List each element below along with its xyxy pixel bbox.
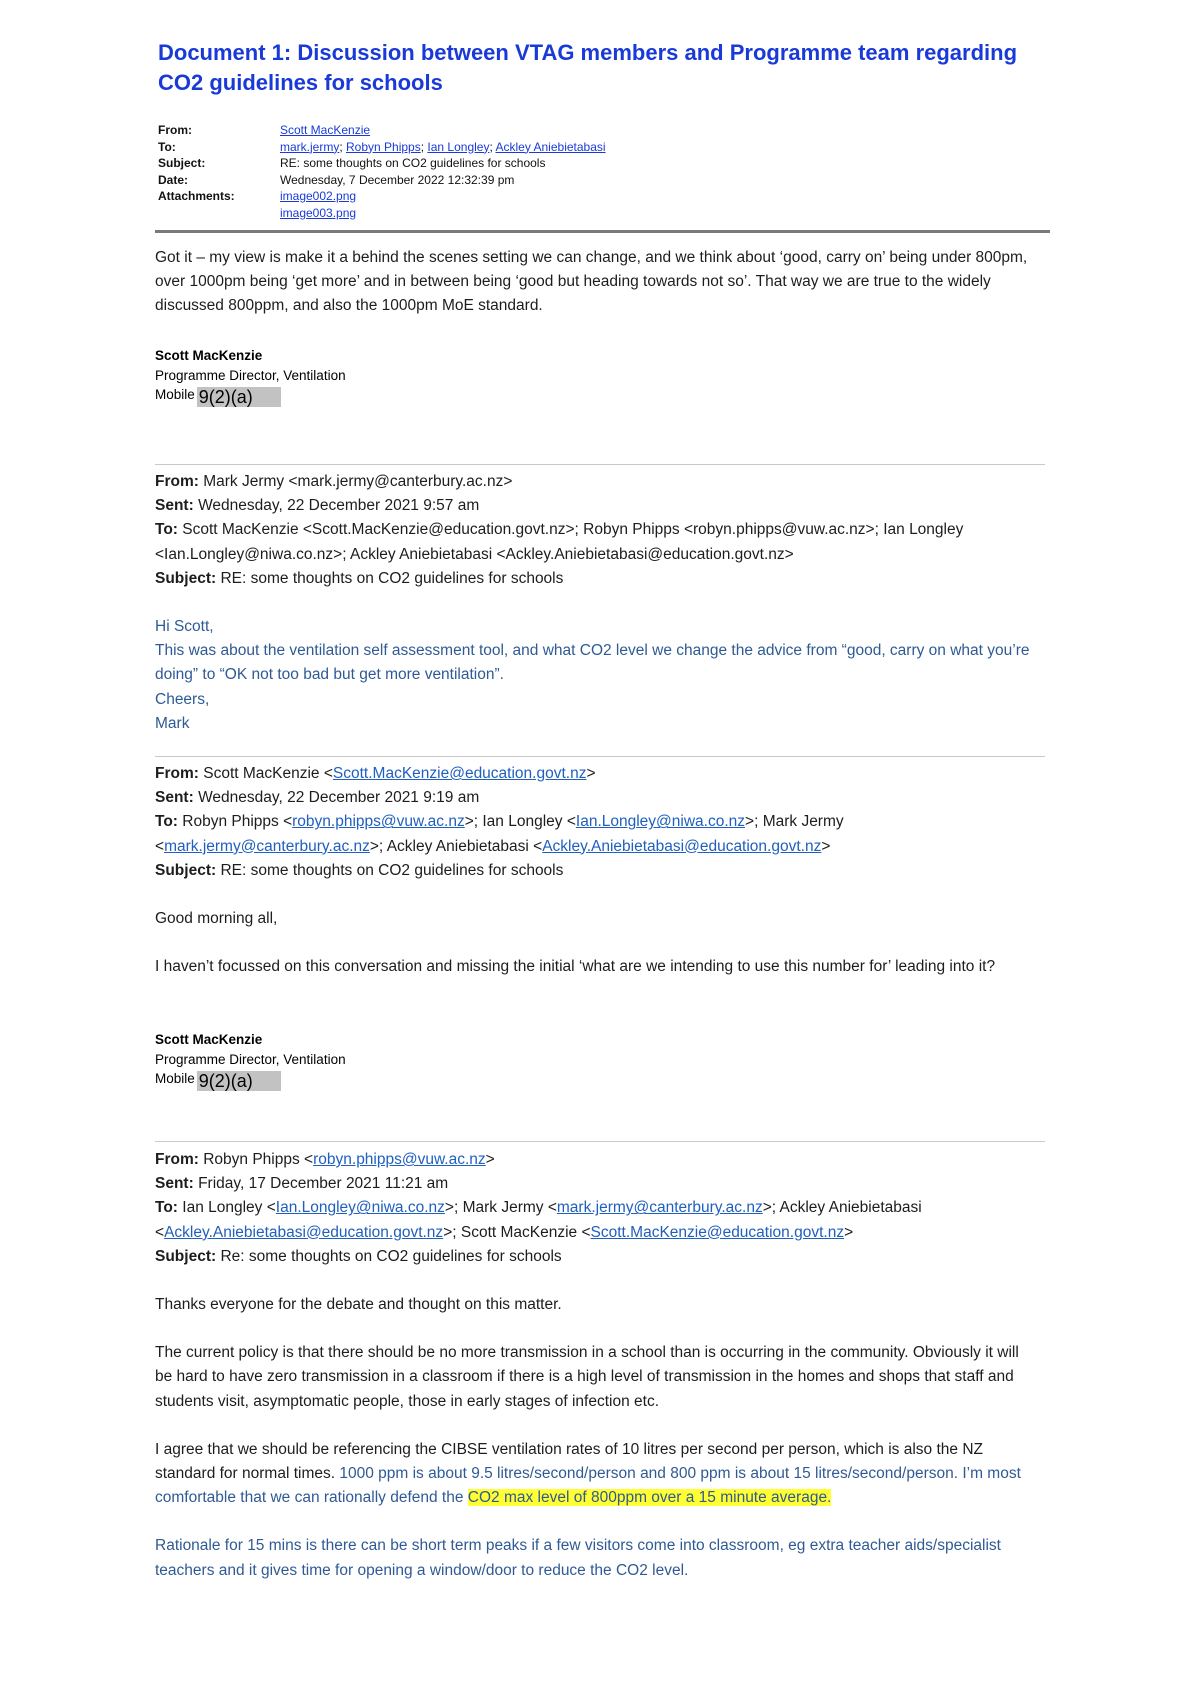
attachments-label: Attachments: (158, 189, 235, 203)
subject-value: RE: some thoughts on CO2 guidelines for schools (280, 156, 546, 170)
to-label: To: (158, 139, 176, 154)
email-link[interactable]: Scott.MacKenzie@education.govt.nz (332, 765, 587, 782)
recipient-link[interactable]: Ian Longley (427, 139, 490, 154)
message-3-signature (155, 1030, 346, 1091)
redaction-box: 9(2)(a) (197, 1071, 281, 1091)
email-link[interactable]: robyn.phipps@vuw.ac.nz (292, 813, 465, 831)
sent-value: Wednesday, 22 December 2021 9:57 am (198, 497, 480, 515)
sent-value: Wednesday, 22 December 2021 9:19 am (198, 789, 480, 807)
subject-value: RE: some thoughts on CO2 guidelines for schools (220, 861, 564, 879)
attachment-link[interactable]: image002.png (280, 189, 357, 203)
email-link[interactable]: Scott.MacKenzie@education.govt.nz (590, 1223, 845, 1241)
message-separator (155, 464, 1045, 465)
date-label: Date: (158, 172, 189, 187)
subject-label: Subject: (158, 156, 206, 170)
signature-name: Scott MacKenzie (155, 1032, 263, 1047)
email-link[interactable]: Ian.Longley@niwa.co.nz (275, 1199, 445, 1217)
signature-title: Programme Director, Ventilation (155, 367, 346, 383)
email-print-header (158, 122, 606, 221)
email-link[interactable]: Ackley.Aniebietabasi@education.govt.nz (542, 837, 822, 855)
message-4: From: Robyn Phipps <robyn.phipps@vuw.ac.nz> Sent: Friday, 17 December 2021 11:21 am To: Ian Longley <Ian.Longley@niwa.co.nz>; Mark Jermy <mark.jermy@canterbury.ac.nz>; Ackley Aniebietabasi <Ackley.Aniebietabasi@education.govt.nz>; Scott MacKenzie <Scott.MacKenzie@education.govt.nz> Subject: Re: some thoughts on CO2 guidelines for schools Thanks everyone for the debate and thought on this matter. The current policy is that there should be no more transmission in a school than is occurring in the community. Obviously it will be hard to have zero transmission in a classroom if there is a high level of transmission in the homes and shops that staff and students visit, asymptomatic people, those in early stages of infection etc. I agree that we should be referencing the CIBSE ventilation rates of 10 litres per second per person, which is also the NZ standard for normal times. 1000 ppm is about 9.5 litres/second/person and 800 ppm is about 15 litres/second/person. I’m most comfortable that we can rationally defend the CO2 max level of 800ppm over a 15 minute average. Rationale for 15 mins is there can be short term peaks if a few visitors come into classroom, eg extra teacher aids/specialist teachers and it gives time for opening a window/door to reduce the CO2 level. (155, 1148, 1040, 1583)
attachment-link[interactable]: image003.png (280, 205, 357, 220)
document-title: Document 1: Discussion between VTAG members and Programme team regarding CO2 guidelines for schools (158, 40, 1018, 95)
message-3: From: Scott MacKenzie <Scott.MacKenzie@education.govt.nz> Sent: Wednesday, 22 December 2021 9:19 am To: Robyn Phipps <robyn.phipps@vuw.ac.nz>; Ian Longley <Ian.Longley@niwa.co.nz>; Mark Jermy <mark.jermy@canterbury.ac.nz>; Ackley Aniebietabasi <Ackley.Aniebietabasi@education.govt.nz> Subject: RE: some thoughts on CO2 guidelines for schools Good morning all, I haven’t focussed on this conversation and missing the initial ‘what are we intending to use this number for’ leading into it? (155, 762, 1040, 979)
recipient-link[interactable]: Ackley Aniebietabasi (495, 139, 606, 154)
signature-title: Programme Director, Ventilation (155, 1051, 346, 1067)
signature-mobile: Mobile 9(2)(a) (155, 1069, 346, 1091)
from-label: From: (158, 123, 192, 137)
message-2: From: Mark Jermy <mark.jermy@canterbury.ac.nz> Sent: Wednesday, 22 December 2021 9:57 am To: Scott MacKenzie <Scott.MacKenzie@education.govt.nz>; Robyn Phipps <robyn.phipps@vuw.ac.nz>; Ian Longley <Ian.Longley@niwa.co.nz>; Ackley Aniebietabasi <Ackley.Aniebietabasi@education.govt.nz> Subject: RE: some thoughts on CO2 guidelines for schools Hi Scott, This was about the ventilation self assessment tool, and what CO2 level we change the advice from “good, carry on what you’re doing” to “OK not too bad but get more ventilation”. Cheers, Mark (155, 470, 1040, 736)
header-divider (155, 230, 1050, 233)
subject-value: RE: some thoughts on CO2 guidelines for schools (220, 569, 564, 587)
attachments-list (280, 188, 356, 221)
message-3-body: I haven’t focussed on this conversation and missing the initial ‘what are we intending to use this number for’ leading into it? (155, 958, 996, 976)
sent-value: Friday, 17 December 2021 11:21 am (198, 1175, 449, 1193)
from-value: Mark Jermy <mark.jermy@canterbury.ac.nz> (203, 473, 513, 490)
message-separator (155, 1141, 1045, 1142)
message-1-signature (155, 346, 346, 407)
recipient-link[interactable]: mark.jermy (280, 139, 340, 154)
to-recipients: mark.jermy; Robyn Phipps; Ian Longley; Ackley Aniebietabasi (280, 139, 606, 154)
subject-value: Re: some thoughts on CO2 guidelines for schools (220, 1247, 562, 1265)
message-4-para-1: Thanks everyone for the debate and thought on this matter. (155, 1296, 562, 1314)
email-link[interactable]: robyn.phipps@vuw.ac.nz (313, 1151, 486, 1168)
message-3-greeting: Good morning all, (155, 910, 278, 928)
message-4-para-4: Rationale for 15 mins is there can be short term peaks if a few visitors come into classroom, eg extra teacher aids/specialist teachers and it gives time for opening a window/door to reduce the CO2 level. (155, 1537, 1001, 1579)
message-4-para-2: The current policy is that there should be no more transmission in a school than is occurring in the community. Obviously it will be hard to have zero transmission in a classroom if there is a high level of transmission in the homes and shops that staff and students visit, asymptomatic people, those in early stages of infection etc. (155, 1344, 1019, 1410)
message-2-greeting: Hi Scott, (155, 618, 214, 636)
to-value: Scott MacKenzie <Scott.MacKenzie@education.govt.nz>; Robyn Phipps <robyn.phipps@vuw.ac.nz>; Ian Longley <Ian.Longley@niwa.co.nz>; Ackley Aniebietabasi <Ackley.Aniebietabasi@education.govt.nz> (155, 521, 964, 563)
signature-name: Scott MacKenzie (155, 348, 263, 363)
message-2-body: This was about the ventilation self assessment tool, and what CO2 level we change the advice from “good, carry on what you’re doing” to “OK not too bad but get more ventilation”. (155, 642, 1030, 684)
email-link[interactable]: Ackley.Aniebietabasi@education.govt.nz (164, 1223, 444, 1241)
highlighted-text: CO2 max level of 800ppm over a 15 minute average. (467, 1489, 832, 1507)
message-1-body: Got it – my view is make it a behind the scenes setting we can change, and we think about ‘good, carry on’ being under 800pm, over 1000pm being ‘get more’ and in between being ‘good but heading towards not so’. That way we are true to the widely discussed 800ppm, and also the 1000pm MoE standard. (155, 249, 1028, 314)
message-2-closing: Cheers, (155, 690, 210, 708)
email-link[interactable]: mark.jermy@canterbury.ac.nz (556, 1199, 763, 1217)
from-link[interactable]: Scott MacKenzie (280, 123, 371, 137)
email-link[interactable]: mark.jermy@canterbury.ac.nz (164, 837, 370, 855)
signature-mobile: Mobile 9(2)(a) (155, 385, 346, 407)
message-separator (155, 756, 1045, 757)
recipient-link[interactable]: Robyn Phipps (346, 139, 421, 154)
email-link[interactable]: Ian.Longley@niwa.co.nz (575, 813, 746, 831)
message-2-signoff: Mark (155, 714, 190, 732)
date-value: Wednesday, 7 December 2022 12:32:39 pm (280, 172, 515, 187)
message-4-para-3: I agree that we should be referencing the CIBSE ventilation rates of 10 litres per second per person, which is also the NZ standard for normal times. 1000 ppm is about 9.5 litres/second/person and 800 ppm is about 15 litres/second/person. I’m most comfortable that we can rationally defend the CO2 max level of 800ppm over a 15 minute average. (155, 1440, 1021, 1507)
redaction-box: 9(2)(a) (197, 387, 281, 407)
